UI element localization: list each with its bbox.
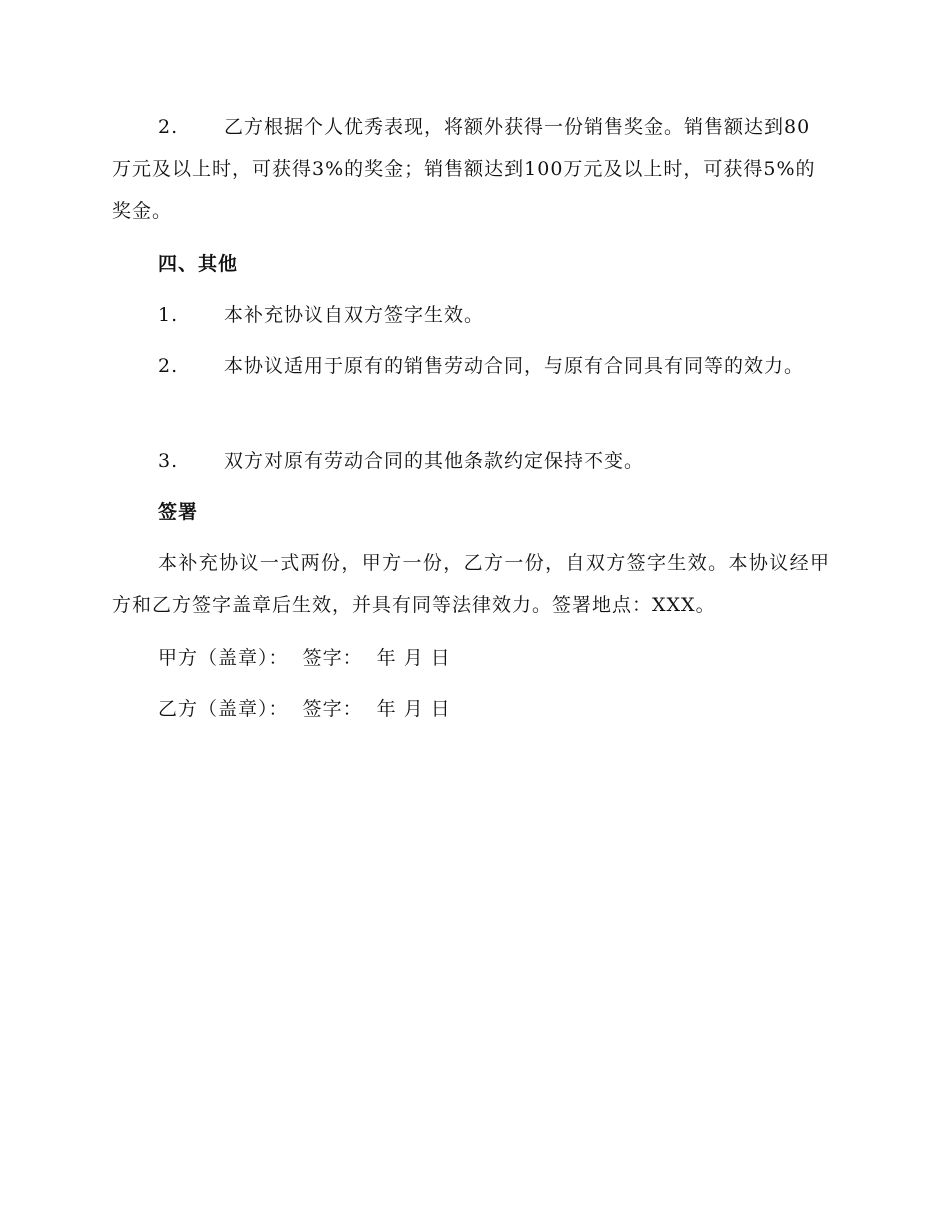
- section-heading-signature: 签署: [158, 501, 199, 523]
- list-item-other-2: [112, 345, 830, 387]
- list-text: 双方对原有劳动合同的其他条款约定保持不变。: [224, 450, 645, 472]
- list-item-bonus: [112, 106, 830, 232]
- section-heading-other: 四、其他: [158, 253, 239, 275]
- party-b-signature-line: 乙方（盖章）： 签字： 年 月 日: [158, 698, 451, 720]
- list-text: 乙方根据个人优秀表现，将额外获得一份销售奖金。销售额达到80万元及以上时，可获得3%的奖金；销售额达到100万元及以上时，可获得5%的奖金。: [112, 116, 816, 222]
- list-number: 3.: [158, 450, 179, 472]
- signature-paragraph: 本补充协议一式两份，甲方一份，乙方一份，自双方签字生效。本协议经甲方和乙方签字盖章后生效，并具有同等法律效力。签署地点：XXX。: [112, 552, 830, 616]
- list-number: 2.: [158, 116, 179, 138]
- list-number: 2.: [158, 355, 179, 377]
- list-item-other-1: [112, 294, 830, 336]
- party-a-signature-line: 甲方（盖章）： 签字： 年 月 日: [158, 647, 451, 669]
- list-text: 本协议适用于原有的销售劳动合同，与原有合同具有同等的效力。: [224, 355, 805, 377]
- list-text: 本补充协议自双方签字生效。: [224, 304, 485, 326]
- list-number: 1.: [158, 304, 179, 326]
- list-item-other-3: [112, 440, 830, 482]
